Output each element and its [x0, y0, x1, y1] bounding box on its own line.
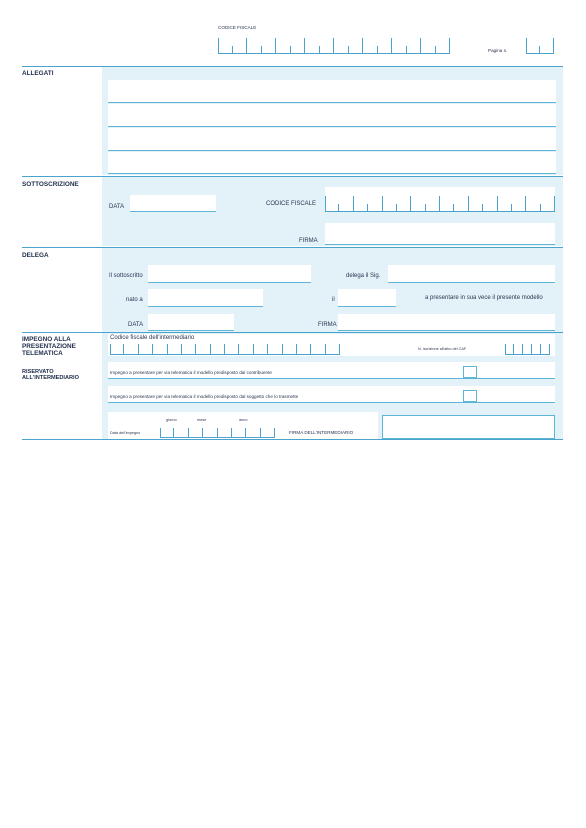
- comb-cell: [291, 38, 306, 54]
- delega-firma-label: FIRMA: [318, 322, 337, 328]
- comb-cell: [436, 38, 451, 54]
- sottoscrizione-codice-fiscale-field[interactable]: [325, 196, 555, 212]
- delega-sottoscritto-label: Il sottoscritto: [109, 273, 143, 279]
- comb-cell: [325, 196, 339, 212]
- comb-cell: [363, 38, 378, 54]
- comb-cell: [526, 196, 540, 212]
- iscrizione-caf-field[interactable]: [505, 344, 550, 355]
- comb-cell: [383, 196, 397, 212]
- delega-data-field[interactable]: [148, 314, 234, 331]
- pagina-label: Pagina n.: [488, 48, 508, 53]
- riservato-title: RISERVATO ALL'INTERMEDIARIO: [22, 369, 79, 382]
- comb-cell: [397, 196, 411, 212]
- comb-cell: [541, 196, 555, 212]
- comb-cell: [426, 196, 440, 212]
- firma-intermediario-field[interactable]: [382, 415, 555, 439]
- codice-fiscale-header-label: CODICE FISCALE: [218, 25, 257, 30]
- codice-fiscale-intermediario-label: Codice fiscale dell'intermediario: [110, 335, 195, 341]
- comb-cell: [218, 38, 233, 54]
- delega-nato-label: nato a: [126, 297, 143, 303]
- firma-intermediario-label: FIRMA DELL'INTERMEDIARIO: [289, 430, 354, 435]
- delega-nato-field[interactable]: [148, 289, 263, 307]
- allegati-line-4[interactable]: [108, 152, 556, 174]
- delega-firma-field[interactable]: [338, 314, 555, 331]
- codice-fiscale-header-field[interactable]: [218, 38, 450, 54]
- sottoscrizione-firma-label: FIRMA: [299, 238, 318, 244]
- sottoscrizione-firma-field[interactable]: [325, 223, 555, 245]
- comb-cell: [368, 196, 382, 212]
- delega-title: DELEGA: [22, 252, 49, 259]
- comb-baseline: [218, 53, 450, 54]
- impegno-contribuente-label: Impegno a presentare per via telematica il modello predisposto dal contribuente: [110, 370, 272, 375]
- comb-cell: [334, 38, 349, 54]
- comb-cell: [247, 38, 262, 54]
- giorno-label: giorno: [166, 418, 177, 422]
- delega-sig-field[interactable]: [388, 265, 555, 283]
- comb-cell: [454, 196, 468, 212]
- delega-presentare-label: a presentare in sua vece il presente modello: [425, 295, 543, 301]
- sottoscrizione-data-field[interactable]: [130, 195, 216, 212]
- comb-cell: [498, 196, 512, 212]
- comb-cell: [421, 38, 436, 54]
- comb-cell: [354, 196, 368, 212]
- allegati-line-2[interactable]: [108, 104, 556, 127]
- sottoscrizione-codice-fiscale-label: CODICE FISCALE: [266, 201, 317, 207]
- allegati-line-3[interactable]: [108, 128, 556, 151]
- comb-cell: [469, 196, 483, 212]
- delega-il-label: il: [332, 297, 335, 303]
- delega-il-field[interactable]: [338, 289, 396, 307]
- comb-baseline: [110, 354, 340, 355]
- comb-cell: [378, 38, 393, 54]
- data-impegno-field[interactable]: [160, 428, 275, 438]
- data-impegno-label: Data dell'impegno: [110, 431, 141, 435]
- iscrizione-caf-label: N. iscrizione all'albo dei CAF: [418, 347, 467, 351]
- impegno-contribuente-checkbox[interactable]: [463, 366, 477, 378]
- impegno-title: IMPEGNO ALLA PRESENTAZIONE TELEMATICA: [22, 336, 76, 358]
- comb-baseline: [325, 211, 555, 212]
- mese-label: mese: [197, 418, 207, 422]
- impegno-soggetto-label: Impegno a presentare per via telematica il modello predisposto dal soggetto che lo trasmette: [110, 394, 299, 399]
- sottoscrizione-title: SOTTOSCRIZIONE: [22, 181, 79, 188]
- comb-cell: [305, 38, 320, 54]
- codice-fiscale-intermediario-field[interactable]: [110, 344, 340, 355]
- watermark-decoration: · · · · · · · · · · · · · · ·: [437, 794, 520, 800]
- allegati-line-1[interactable]: [108, 80, 556, 103]
- comb-baseline: [505, 354, 550, 355]
- delega-data-label: DATA: [128, 322, 144, 328]
- impegno-bottom-rule: [22, 439, 563, 440]
- comb-cell: [440, 196, 454, 212]
- delega-sig-label: delega il Sig.: [346, 273, 381, 279]
- comb-cell: [262, 38, 277, 54]
- comb-cell: [411, 196, 425, 212]
- comb-cell: [483, 196, 497, 212]
- sottoscrizione-data-label: DATA: [109, 204, 125, 210]
- comb-cell: [233, 38, 248, 54]
- comb-cell: [526, 38, 540, 54]
- comb-cell: [512, 196, 526, 212]
- comb-baseline: [526, 53, 554, 54]
- delega-sottoscritto-field[interactable]: [148, 265, 311, 283]
- comb-cell: [320, 38, 335, 54]
- comb-cell: [407, 38, 422, 54]
- comb-cell: [392, 38, 407, 54]
- comb-cell: [276, 38, 291, 54]
- comb-cell: [540, 38, 554, 54]
- impegno-soggetto-checkbox[interactable]: [463, 390, 477, 402]
- comb-baseline: [160, 437, 275, 438]
- comb-cell: [349, 38, 364, 54]
- anno-label: anno: [239, 418, 248, 422]
- comb-cell: [339, 196, 353, 212]
- allegati-title: ALLEGATI: [22, 70, 54, 77]
- pagina-number-field[interactable]: [526, 38, 554, 54]
